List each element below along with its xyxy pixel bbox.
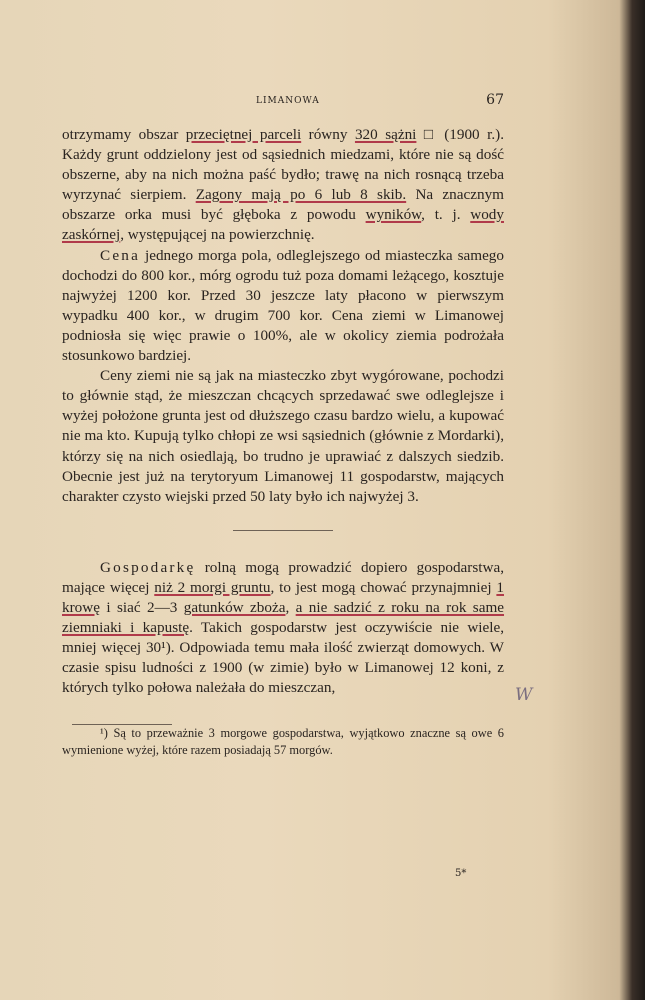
footnote: ¹) Są to przeważnie 3 morgowe gospodarstwa, wyjątkowo znaczne są owe 6 wymienione wyżej, które razem posiadają 57 morgów. (62, 726, 504, 758)
text-run: □ (1900 r.). Każdy grunt oddzielony jest od sąsiednich miedzami, które nie są dość obszerne, aby na nich można paść bydło; trawę na nich rosnącą trzeba wyrzynać sierpiem. (62, 126, 504, 204)
paragraph-3 (62, 366, 504, 507)
running-head: LIMANOWA (256, 96, 320, 106)
text-run: Ceny ziemi nie są jak na miasteczko zbyt wygórowane, pochodzi to głównie stąd, że mieszczan chcących sprzedawać swe odleglejsze i wyżej położone grunta jest od dłuższego czasu bardzo wielu, a kupować nie ma kto. Kupują tylko chłopi ze wsi sąsiednich (głównie z Mordarki), którzy się na nich osiedlają, bo trudno je uprawiać z dalszych siedzib. Obecnie jest już na terytoryum Limanowej 11 gospodarstw, mających charakter czysto wiejski przed 50 laty było ich najwyżej 3. (62, 367, 504, 505)
text-run: równy (301, 126, 355, 143)
text-run: , to jest mogą chować przynajmniej (270, 578, 497, 596)
signature-mark: 5* (455, 868, 467, 879)
underlined-text: niż 2 morgi gruntu (154, 578, 271, 596)
underlined-text: przeciętnej parceli (185, 126, 302, 143)
underlined-text: 320 sążni (354, 126, 417, 143)
text-run: , występującej na powierzchnię. (120, 226, 315, 244)
underlined-text: 1 krowę (62, 578, 504, 616)
paragraph-1 (62, 125, 504, 246)
text-run: jednego morga pola, odleglejszego od miasteczka samego dochodzi do 800 kor., mórg ogrodu tuż poza domami leżącego, kosztuje najwyżej 1200 kor. Przed 30 jeszcze laty płacono w pierwszym wypadku 400 kor., w drugim 700 kor. Cena ziemi w Limanowej podniosła się więc prawie o 100%, ale w okolicy ziemia podrożała stosunkowo bardziej. (62, 246, 504, 365)
text-run: i siać 2—3 (99, 598, 184, 616)
underlined-text: a nie sadzić z roku na rok same ziemniaki i kapustę (62, 598, 505, 637)
underlined-text: gatunków zboża (183, 598, 286, 616)
margin-annotation: W (515, 685, 533, 705)
underlined-text: Zagony mają po 6 lub 8 skib. (195, 186, 407, 204)
underlined-text: wody zaskórnej (62, 206, 504, 244)
text-run: Na znacznym obszarze orka musi być głęboka z powodu (62, 186, 504, 224)
text-run: , t. j. (421, 206, 471, 224)
paragraph-4 (62, 558, 504, 699)
page-body (62, 125, 504, 759)
section-divider (233, 530, 333, 531)
spaced-lead-word: Cena (100, 246, 141, 264)
underlined-text: wyników (365, 206, 422, 224)
text-run: rolną mogą prowadzić dopiero gospodarstwa, mające więcej (62, 558, 504, 596)
text-run: . Takich gospodarstw jest oczywiście nie wiele, mniej więcej 30¹). Odpowiada temu mała ilość zwierząt domowych. W czasie spisu ludności z 1900 (w zimie) było w Limanowej 12 koni, z których tylko połowa należała do mieszczan, (62, 619, 505, 697)
page-number: 67 (486, 92, 504, 108)
page-header (62, 92, 504, 112)
paragraph-2 (62, 246, 504, 367)
text-run: , (285, 598, 296, 616)
text-run: otrzymamy obszar (62, 126, 186, 143)
spaced-lead-word: Gospodarkę (100, 558, 196, 576)
